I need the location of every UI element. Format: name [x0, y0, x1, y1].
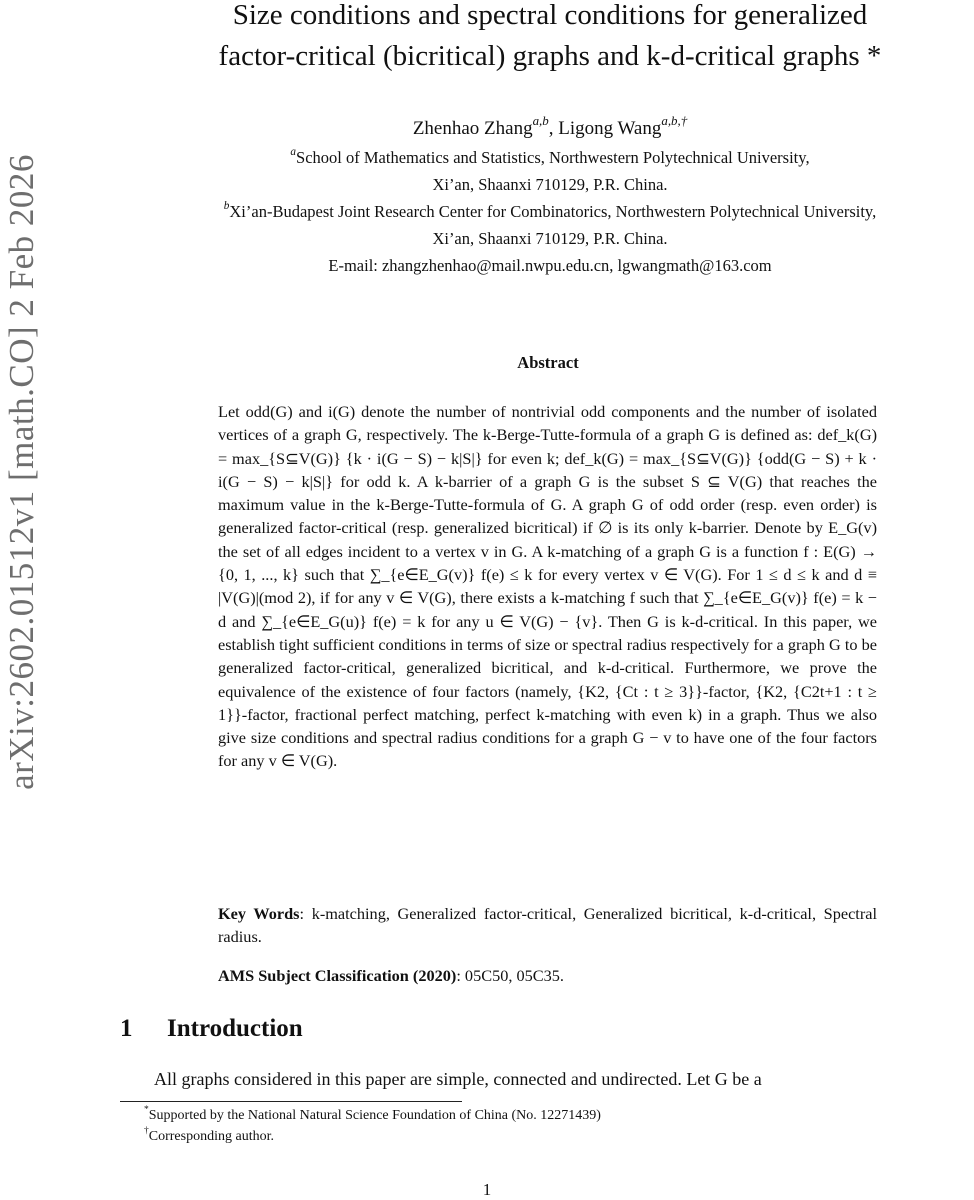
- footnote-funding-text: Supported by the National Natural Science Foundation of China (No. 12271439): [148, 1108, 601, 1123]
- affiliation-b-line-2: Xi’an, Shaanxi 710129, P.R. China.: [432, 229, 668, 248]
- section-number: 1: [120, 1015, 133, 1042]
- title-line-1: Size conditions and spectral conditions for generalized: [232, 0, 868, 31]
- key-words: [218, 902, 877, 949]
- page-number: 1: [482, 1180, 492, 1199]
- title-line-2: factor-critical (bicritical) graphs and k-d-critical graphs *: [218, 40, 882, 72]
- section-title: Introduction: [167, 1015, 303, 1042]
- affiliation-a-line-2: Xi’an, Shaanxi 710129, P.R. China.: [432, 175, 668, 194]
- author-1: Zhenhao Zhang: [412, 118, 533, 139]
- footnote-funding: [144, 1105, 601, 1126]
- footnotes: [144, 1105, 601, 1147]
- abstract-heading: Abstract: [517, 353, 579, 372]
- affiliation-b-text: Xi’an-Budapest Joint Research Center for Combinatorics, Northwestern Polytechnical University,: [229, 202, 877, 221]
- affiliation-b-line-1: [140, 198, 960, 225]
- email-line: E-mail: zhangzhenhao@mail.nwpu.edu.cn, lgwangmath@163.com: [328, 256, 772, 275]
- affiliation-a-mark: a: [290, 146, 297, 159]
- arxiv-stamp-text: arXiv:2602.01512v1 [math.CO] 2 Feb 2026: [2, 154, 42, 790]
- affiliation-a-text: School of Mathematics and Statistics, Northwestern Polytechnical University,: [296, 148, 810, 167]
- author-2-marks: a,b,†: [661, 113, 688, 129]
- footnote-corresponding-text: Corresponding author.: [148, 1129, 274, 1144]
- footnote-divider: [120, 1101, 462, 1102]
- arxiv-stamp: [0, 122, 44, 822]
- ams-codes: : 05C50, 05C35.: [456, 966, 564, 985]
- section-heading-introduction: [120, 1012, 303, 1046]
- footnote-corresponding: [144, 1126, 601, 1147]
- key-words-label: Key Words: [218, 904, 300, 923]
- ams-label: AMS Subject Classification (2020): [218, 966, 457, 985]
- abstract-body: Let odd(G) and i(G) denote the number of nontrivial odd components and the number of isolated vertices of a graph G, respectively. The k-Berge-Tutte-formula of a graph G is defined as: def_k(G) = max_{S⊆V(G)} {k · i(G − S) − k|S|} for even k; def_k(G) = max_{S⊆V(G)} {odd(G − S) + k · i(G − S) − k|S|} for odd k. A k-barrier of a graph G is the subset S ⊆ V(G) that reaches the maximum value in the k-Berge-Tutte-formula of G. A graph G of odd order (resp. even order) is generalized factor-critical (resp. generalized bicritical) if ∅ is its only k-barrier. Denote by E_G(v) the set of all edges incident to a vertex v in G. A k-matching of a graph G is a function f : E(G) → {0, 1, ..., k} such that ∑_{e∈E_G(v)} f(e) ≤ k for every vertex v ∈ V(G). For 1 ≤ d ≤ k and d ≡ |V(G)|(mod 2), if for any v ∈ V(G), there exists a k-matching f such that ∑_{e∈E_G(v)} f(e) = k − d and ∑_{e∈E_G(u)} f(e) = k for any u ∈ V(G) − {v}. Then G is k-d-critical. In this paper, we establish tight sufficient conditions in terms of size or spectral radius respectively for a graph G to be generalized factor-critical, generalized bicritical, and k-d-critical. Furthermore, we prove the equivalence of the existence of four factors (namely, {K2, {Ct : t ≥ 3}}-factor, {K2, {C2t+1 : t ≥ 1}}-factor, fractional perfect matching, perfect k-matching with even k) in a graph. Thus we also give size conditions and spectral radius conditions for a graph G − v to have one of the four factors for any v ∈ V(G).: [218, 402, 877, 771]
- paper-title: [150, 0, 950, 77]
- author-line: [140, 113, 960, 142]
- footnote-corresponding-mark: †: [144, 1126, 149, 1137]
- ams-classification: [218, 964, 877, 987]
- affiliation-b-mark: b: [223, 200, 230, 213]
- author-1-marks: a,b: [532, 113, 549, 129]
- footnote-funding-mark: *: [144, 1105, 149, 1116]
- introduction-first-line: All graphs considered in this paper are simple, connected and undirected. Let G be a: [154, 1069, 762, 1089]
- affiliation-a-line-1: [140, 144, 960, 171]
- author-2: Ligong Wang: [558, 118, 662, 139]
- author-separator: ,: [548, 118, 559, 139]
- key-words-text: : k-matching, Generalized factor-critical, Generalized bicritical, k-d-critical, Spectral radius.: [218, 904, 878, 947]
